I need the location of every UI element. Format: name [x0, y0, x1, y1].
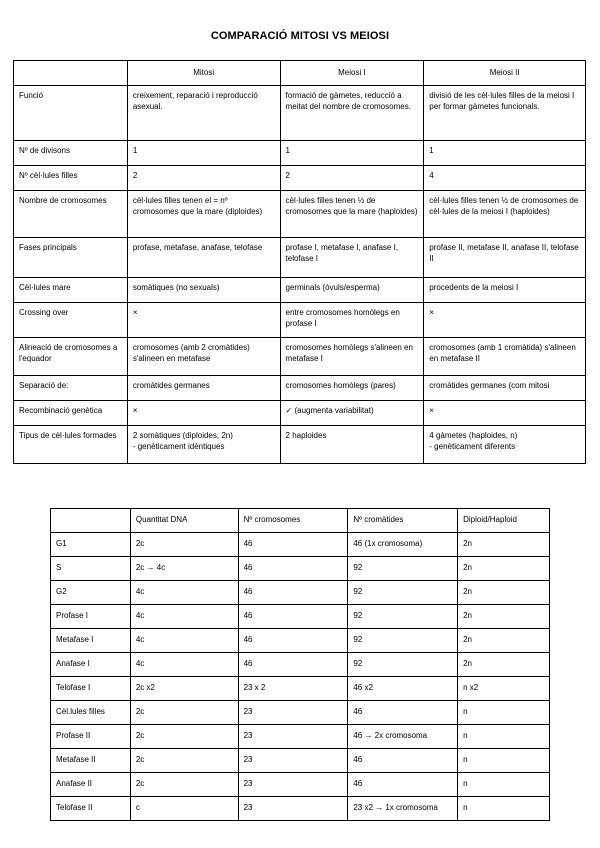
- table-row: [51, 677, 550, 701]
- table-cell: 23 x2 → 1x cromosoma: [348, 797, 458, 821]
- table-cell: 2 somàtiques (diploides, 2n) - genèticament idèntiques: [127, 426, 280, 464]
- table-cell: c: [130, 797, 238, 821]
- table-cell: 2n: [458, 533, 550, 557]
- table-cell: ×: [424, 303, 586, 338]
- header-cell: Diploid/Haploid: [458, 509, 550, 533]
- table-cell: cromosomes homòlegs s'alineen en metafase I: [280, 338, 424, 376]
- table-cell: 92: [348, 629, 458, 653]
- row-label-cell: Fases principals: [14, 238, 128, 278]
- row-label-cell: Cèl.lules filles: [51, 701, 131, 725]
- row-label-cell: Separació de:: [14, 376, 128, 401]
- table-cell: 2n: [458, 653, 550, 677]
- table-cell: 2c x2: [130, 677, 238, 701]
- table-row: [14, 303, 586, 338]
- table-row: [51, 629, 550, 653]
- table-cell: 2c: [130, 533, 238, 557]
- row-label-cell: Crossing over: [14, 303, 128, 338]
- table-cell: 1: [127, 141, 280, 166]
- phases-table: [50, 508, 550, 821]
- header-cell: Nº cromàtides: [348, 509, 458, 533]
- table-cell: profase I, metafase I, anafase I, telofase I: [280, 238, 424, 278]
- row-label-cell: Recombinació genètica: [14, 401, 128, 426]
- table-row: [14, 401, 586, 426]
- table-cell: cromàtides germanes (com mitosi: [424, 376, 586, 401]
- table-cell: 1: [424, 141, 586, 166]
- table-cell: cèl·lules filles tenen ½ de cromosomes que la mare (haploides): [280, 191, 424, 238]
- table-cell: 46 x2: [348, 677, 458, 701]
- table-cell: ×: [127, 401, 280, 426]
- table-row: [14, 166, 586, 191]
- table-cell: n: [458, 725, 550, 749]
- row-label-cell: Telofase I: [51, 677, 131, 701]
- header-cell: [51, 509, 131, 533]
- table-cell: 46: [238, 605, 348, 629]
- table-cell: 1: [280, 141, 424, 166]
- table-row: [14, 86, 586, 141]
- table-row: [51, 605, 550, 629]
- table-cell: 2n: [458, 581, 550, 605]
- header-cell: Meiosi II: [424, 61, 586, 86]
- table-cell: 46 (1x cromosoma): [348, 533, 458, 557]
- row-label-cell: Metafase I: [51, 629, 131, 653]
- table-cell: 2c: [130, 749, 238, 773]
- table-row: [51, 725, 550, 749]
- table-cell: n: [458, 797, 550, 821]
- table-row: [14, 426, 586, 464]
- table-cell: 23: [238, 773, 348, 797]
- table-cell: ×: [127, 303, 280, 338]
- table-cell: 23: [238, 797, 348, 821]
- header-row: [14, 61, 586, 86]
- table-cell: n: [458, 749, 550, 773]
- table-cell: procedents de la meiosi I: [424, 278, 586, 303]
- header-cell: Quantitat DNA: [130, 509, 238, 533]
- row-label-cell: Funció: [14, 86, 128, 141]
- row-label-cell: Profase I: [51, 605, 131, 629]
- table-cell: 23: [238, 725, 348, 749]
- table-row: [51, 797, 550, 821]
- row-label-cell: Anafase I: [51, 653, 131, 677]
- row-label-cell: Nº de divisons: [14, 141, 128, 166]
- table-cell: 2c: [130, 725, 238, 749]
- table-row: [51, 533, 550, 557]
- comparison-table: [13, 60, 586, 464]
- header-row: [51, 509, 550, 533]
- table-cell: 2 haploides: [280, 426, 424, 464]
- table-cell: creixement, reparació i reproducció asexual.: [127, 86, 280, 141]
- row-label-cell: Tipus de cèl·lules formades: [14, 426, 128, 464]
- table-cell: 46: [238, 581, 348, 605]
- header-cell: [14, 61, 128, 86]
- table-cell: germinals (òvuls/esperma): [280, 278, 424, 303]
- table-cell: cromosomes (amb 1 cromàtida) s'alineen en metafase II: [424, 338, 586, 376]
- row-label-cell: S: [51, 557, 131, 581]
- table-row: [14, 278, 586, 303]
- table-cell: ×: [424, 401, 586, 426]
- table-cell: profase, metafase, anafase, telofase: [127, 238, 280, 278]
- table-cell: 46: [348, 773, 458, 797]
- table-row: [14, 376, 586, 401]
- table-row: [14, 141, 586, 166]
- table-row: [51, 581, 550, 605]
- table-row: [51, 653, 550, 677]
- table-cell: 46: [238, 557, 348, 581]
- row-label-cell: Metafase II: [51, 749, 131, 773]
- table-cell: n: [458, 773, 550, 797]
- table-row: [51, 749, 550, 773]
- table-cell: cromosomes (amb 2 cromàtides) s'alineen en metafase: [127, 338, 280, 376]
- table-cell: 4c: [130, 581, 238, 605]
- row-label-cell: Anafase II: [51, 773, 131, 797]
- row-label-cell: G1: [51, 533, 131, 557]
- table-row: [14, 338, 586, 376]
- table-cell: 2n: [458, 629, 550, 653]
- table-cell: entre cromosomes homòlegs en profase I: [280, 303, 424, 338]
- table-cell: ✓ (augmenta variabilitat): [280, 401, 424, 426]
- table-cell: 2c → 4c: [130, 557, 238, 581]
- table-cell: 4c: [130, 653, 238, 677]
- table-row: [51, 701, 550, 725]
- row-label-cell: Cèl·lules mare: [14, 278, 128, 303]
- table-cell: 23: [238, 701, 348, 725]
- row-label-cell: Profase II: [51, 725, 131, 749]
- header-cell: Nº cromosomes: [238, 509, 348, 533]
- table-row: [51, 557, 550, 581]
- table-cell: 2n: [458, 605, 550, 629]
- header-cell: Mitosi: [127, 61, 280, 86]
- row-label-cell: Nº cèl·lules filles: [14, 166, 128, 191]
- table-cell: 46: [348, 701, 458, 725]
- table-cell: cromàtides germanes: [127, 376, 280, 401]
- table-cell: 46 → 2x cromosoma: [348, 725, 458, 749]
- page-title: COMPARACIÓ MITOSI VS MEIOSI: [210, 30, 390, 42]
- table-cell: n x2: [458, 677, 550, 701]
- table-cell: 2: [127, 166, 280, 191]
- table-cell: 4c: [130, 629, 238, 653]
- table-cell: 4c: [130, 605, 238, 629]
- header-cell: Meiosi I: [280, 61, 424, 86]
- table-row: [14, 238, 586, 278]
- row-label-cell: Nombre de cromosomes: [14, 191, 128, 238]
- row-label-cell: Alineació de cromosomes a l'equador: [14, 338, 128, 376]
- table-cell: divisió de les cèl·lules filles de la meiosi I per formar gàmetes funcionals.: [424, 86, 586, 141]
- table-cell: 2n: [458, 557, 550, 581]
- table-row: [51, 773, 550, 797]
- table-cell: 46: [238, 533, 348, 557]
- table-cell: 2c: [130, 773, 238, 797]
- table-cell: 46: [348, 749, 458, 773]
- table-cell: cromosomes homòlegs (pares): [280, 376, 424, 401]
- table-row: [14, 191, 586, 238]
- table-cell: 4: [424, 166, 586, 191]
- table-cell: 92: [348, 653, 458, 677]
- table-cell: cèl·lules filles tenen ½ de cromosomes de cèl·lules de la meiosi I (haploides): [424, 191, 586, 238]
- table-cell: 46: [238, 653, 348, 677]
- table-cell: 4 gàmetes (haploides, n) - genèticament diferents: [424, 426, 586, 464]
- table-cell: 23: [238, 749, 348, 773]
- table-cell: 92: [348, 605, 458, 629]
- table-cell: 2c: [130, 701, 238, 725]
- table-cell: 46: [238, 629, 348, 653]
- table-cell: formació de gàmetes, reducció a meitat del nombre de cromosomes.: [280, 86, 424, 141]
- table-cell: 92: [348, 581, 458, 605]
- table-cell: 92: [348, 557, 458, 581]
- row-label-cell: G2: [51, 581, 131, 605]
- table-cell: profase II, metafase II, anafase II, telofase II: [424, 238, 586, 278]
- table-cell: cèl·lules filles tenen el = nº cromosomes que la mare (diploides): [127, 191, 280, 238]
- table-cell: n: [458, 701, 550, 725]
- table-cell: 23 x 2: [238, 677, 348, 701]
- table-cell: 2: [280, 166, 424, 191]
- row-label-cell: Telofase II: [51, 797, 131, 821]
- table-cell: somàtiques (no sexuals): [127, 278, 280, 303]
